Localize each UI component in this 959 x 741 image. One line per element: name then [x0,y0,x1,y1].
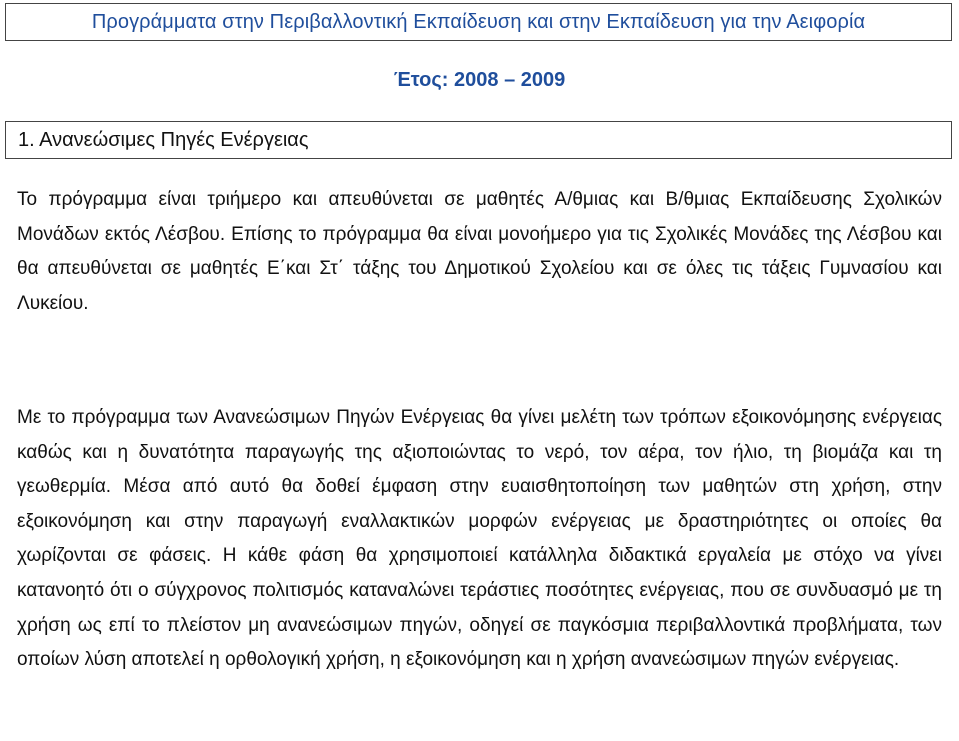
header-title: Προγράμματα στην Περιβαλλοντική Εκπαίδευση και στην Εκπαίδευση για την Αειφορία [91,10,866,33]
year-label: Έτος: 2008 – 2009 [393,69,566,91]
header-title-box [5,3,952,41]
section-title-box [5,121,952,159]
section-title: 1. Ανανεώσιμες Πηγές Ενέργειας [18,128,309,151]
paragraph-description: Με το πρόγραμμα των Ανανεώσιμων Πηγών Ενέργειας θα γίνει μελέτη των τρόπων εξοικονόμησης ενέργειας καθώς και η δυνατότητα παραγωγής της αξιοποιώντας το νερό, τον αέρα, τον ήλιο, τη βιομάζα και τη γεωθερμία. Μέσα από αυτό θα δοθεί έμφαση στην ευαισθητοποίηση των μαθητών στη χρήση, στην εξοικονόμηση και στην παραγωγή εναλλακτικών μορφών ενέργειας με δραστηριότητες οι οποίες θα χωρίζονται σε φάσεις. Η κάθε φάση θα χρησιμοποιεί κατάλληλα διδακτικά εργαλεία με στόχο να γίνει κατανοητό ότι ο σύγχρονος πολιτισμός καταναλώνει τεράστιες ποσότητες ενέργειας, που σε συνδυασμό με τη χρήση ως επί το πλείστον μη ανανεώσιμων πηγών, οδηγεί σε παγκόσμια περιβαλλοντικά προβλήματα, των οποίων λύση αποτελεί η ορθολογική χρήση, η εξοικονόμηση και η χρήση ανανεώσιμων πηγών ενέργειας. [17,407,942,671]
year-label-row [0,69,959,92]
paragraph-intro: Το πρόγραμμα είναι τριήμερο και απευθύνεται σε μαθητές Α/θμιας και Β/θμιας Εκπαίδευσης Σχολικών Μονάδων εκτός Λέσβου. Επίσης το πρόγραμμα θα είναι μονοήμερο για τις Σχολικές Μονάδες της Λέσβου και θα απευθύνεται σε μαθητές Ε΄και Στ΄ τάξης του Δημοτικού Σχολείου και σε όλες τις τάξεις Γυμνασίου και Λυκείου. [17,189,942,314]
